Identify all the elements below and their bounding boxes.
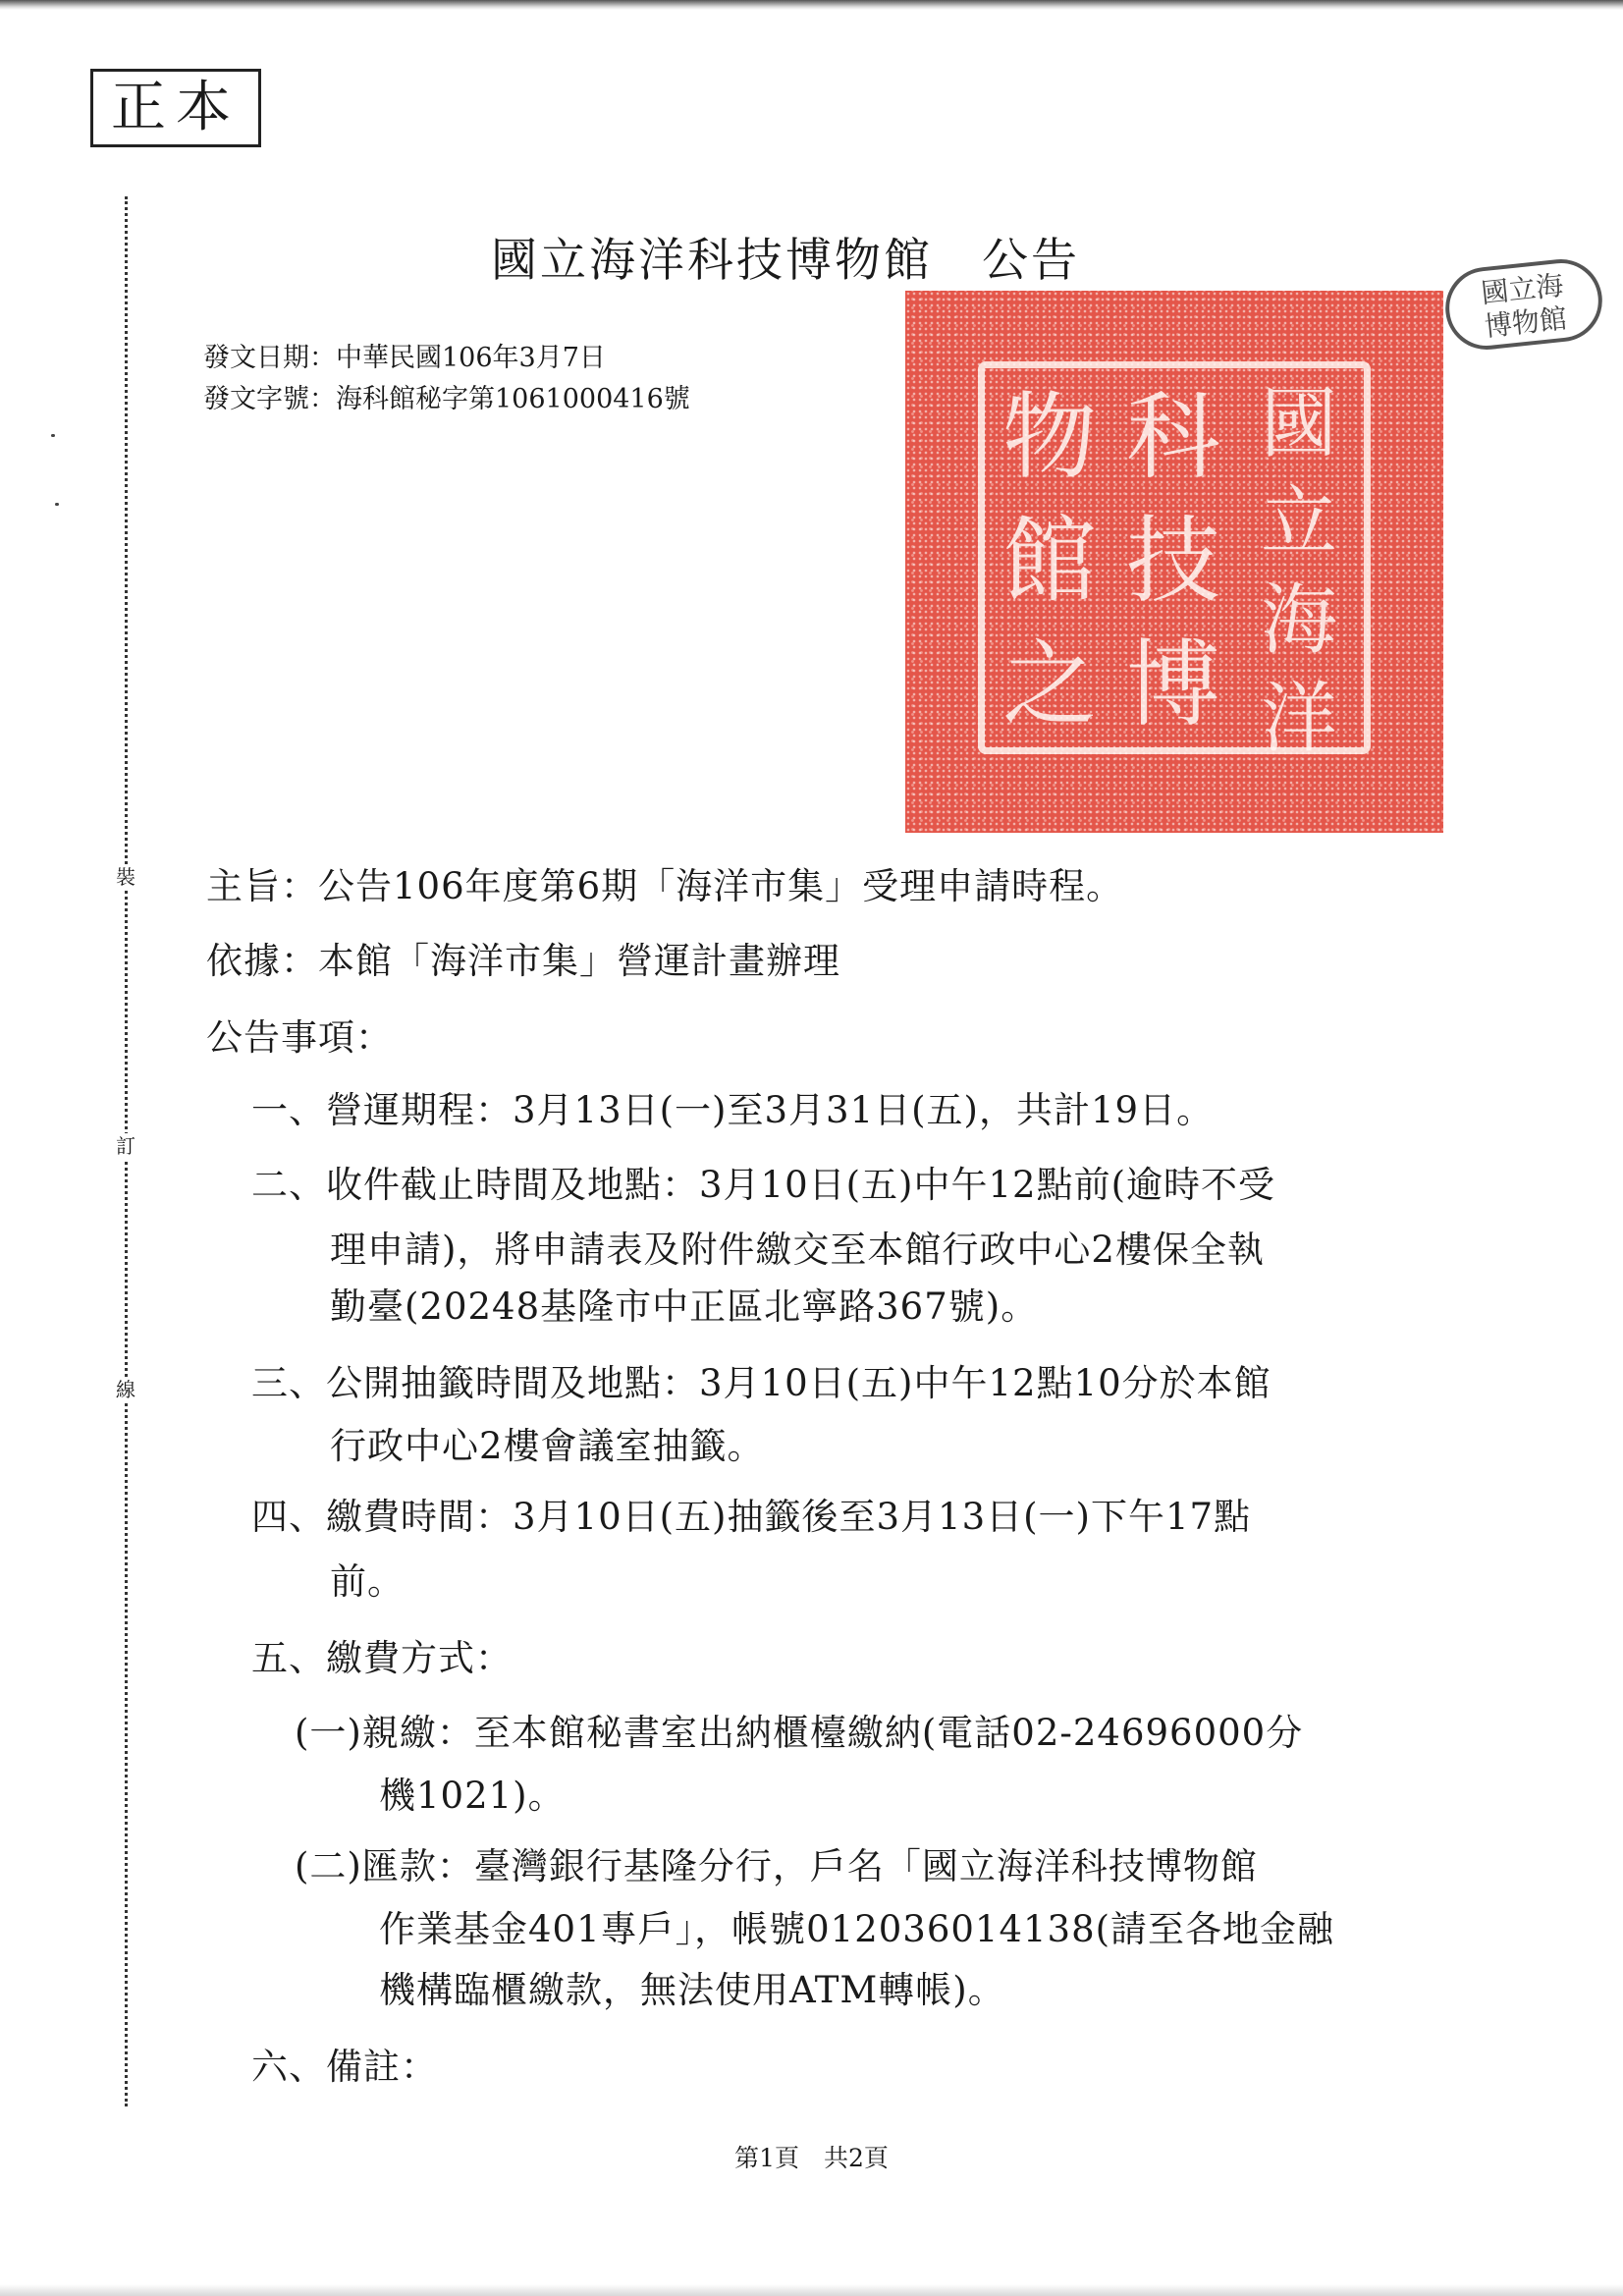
document-title: 國立海洋科技博物館 公告	[491, 234, 1080, 288]
binding-char-3: 線	[112, 1377, 139, 1402]
small-stamp-line1: 國立海	[1479, 268, 1565, 310]
binding-char-1: 裝	[112, 864, 139, 890]
item-5-sub-1-line-2: 機1021)。	[379, 1775, 566, 1817]
seal-column-left: 物 館 之	[1002, 382, 1097, 739]
small-stamp	[1441, 255, 1606, 354]
item-6: 六、備註：	[251, 2046, 438, 2088]
item-4-line-2: 前。	[330, 1560, 405, 1603]
items-heading: 公告事項：	[206, 1016, 393, 1059]
binding-char-2: 訂	[112, 1133, 139, 1159]
item-5-heading: 五、繳費方式：	[251, 1637, 513, 1679]
issue-date: 發文日期：中華民國106年3月7日	[203, 343, 606, 373]
item-2-line-3: 勤臺(20248基隆市中正區北寧路367號)。	[330, 1285, 1039, 1328]
scan-speck	[55, 503, 59, 506]
official-seal	[905, 291, 1443, 833]
scan-speck	[51, 434, 55, 437]
basis-line: 依據：本館「海洋市集」營運計畫辦理	[206, 940, 840, 982]
original-copy-mark: 正本	[90, 69, 261, 147]
seal-column-right: 國 立 海 洋	[1260, 380, 1337, 763]
seal-column-middle: 科 技 博	[1126, 382, 1220, 739]
item-5-sub-2-line-2: 作業基金401專戶」，帳號012036014138(請至各地金融	[379, 1908, 1335, 1950]
item-3-line-2: 行政中心2樓會議室抽籤。	[330, 1425, 765, 1467]
subject-line: 主旨：公告106年度第6期「海洋市集」受理申請時程。	[206, 865, 1124, 907]
document-number: 發文字號：海科館秘字第1061000416號	[203, 384, 690, 414]
item-5-sub-2-line-1: (二)匯款：臺灣銀行基隆分行，戶名「國立海洋科技博物館	[295, 1845, 1258, 1887]
item-4-line-1: 四、繳費時間：3月10日(五)抽籤後至3月13日(一)下午17點	[251, 1496, 1252, 1538]
small-stamp-line2: 博物館	[1483, 301, 1569, 344]
scan-edge-top	[0, 0, 1623, 10]
item-3-line-1: 三、公開抽籤時間及地點：3月10日(五)中午12點10分於本館	[251, 1362, 1271, 1404]
item-5-sub-1-line-1: (一)親繳：至本館秘書室出納櫃檯繳納(電話02-24696000分	[295, 1712, 1304, 1754]
item-2-line-1: 二、收件截止時間及地點：3月10日(五)中午12點前(逾時不受	[251, 1164, 1276, 1206]
item-1: 一、營運期程：3月13日(一)至3月31日(五)，共計19日。	[251, 1089, 1215, 1131]
item-5-sub-2-line-3: 機構臨櫃繳款，無法使用ATM轉帳)。	[379, 1969, 1005, 2011]
item-2-line-2: 理申請)，將申請表及附件繳交至本館行政中心2樓保全執	[330, 1229, 1265, 1271]
scan-edge-bottom	[0, 2284, 1623, 2296]
page-number: 第1頁 共2頁	[734, 2144, 889, 2172]
